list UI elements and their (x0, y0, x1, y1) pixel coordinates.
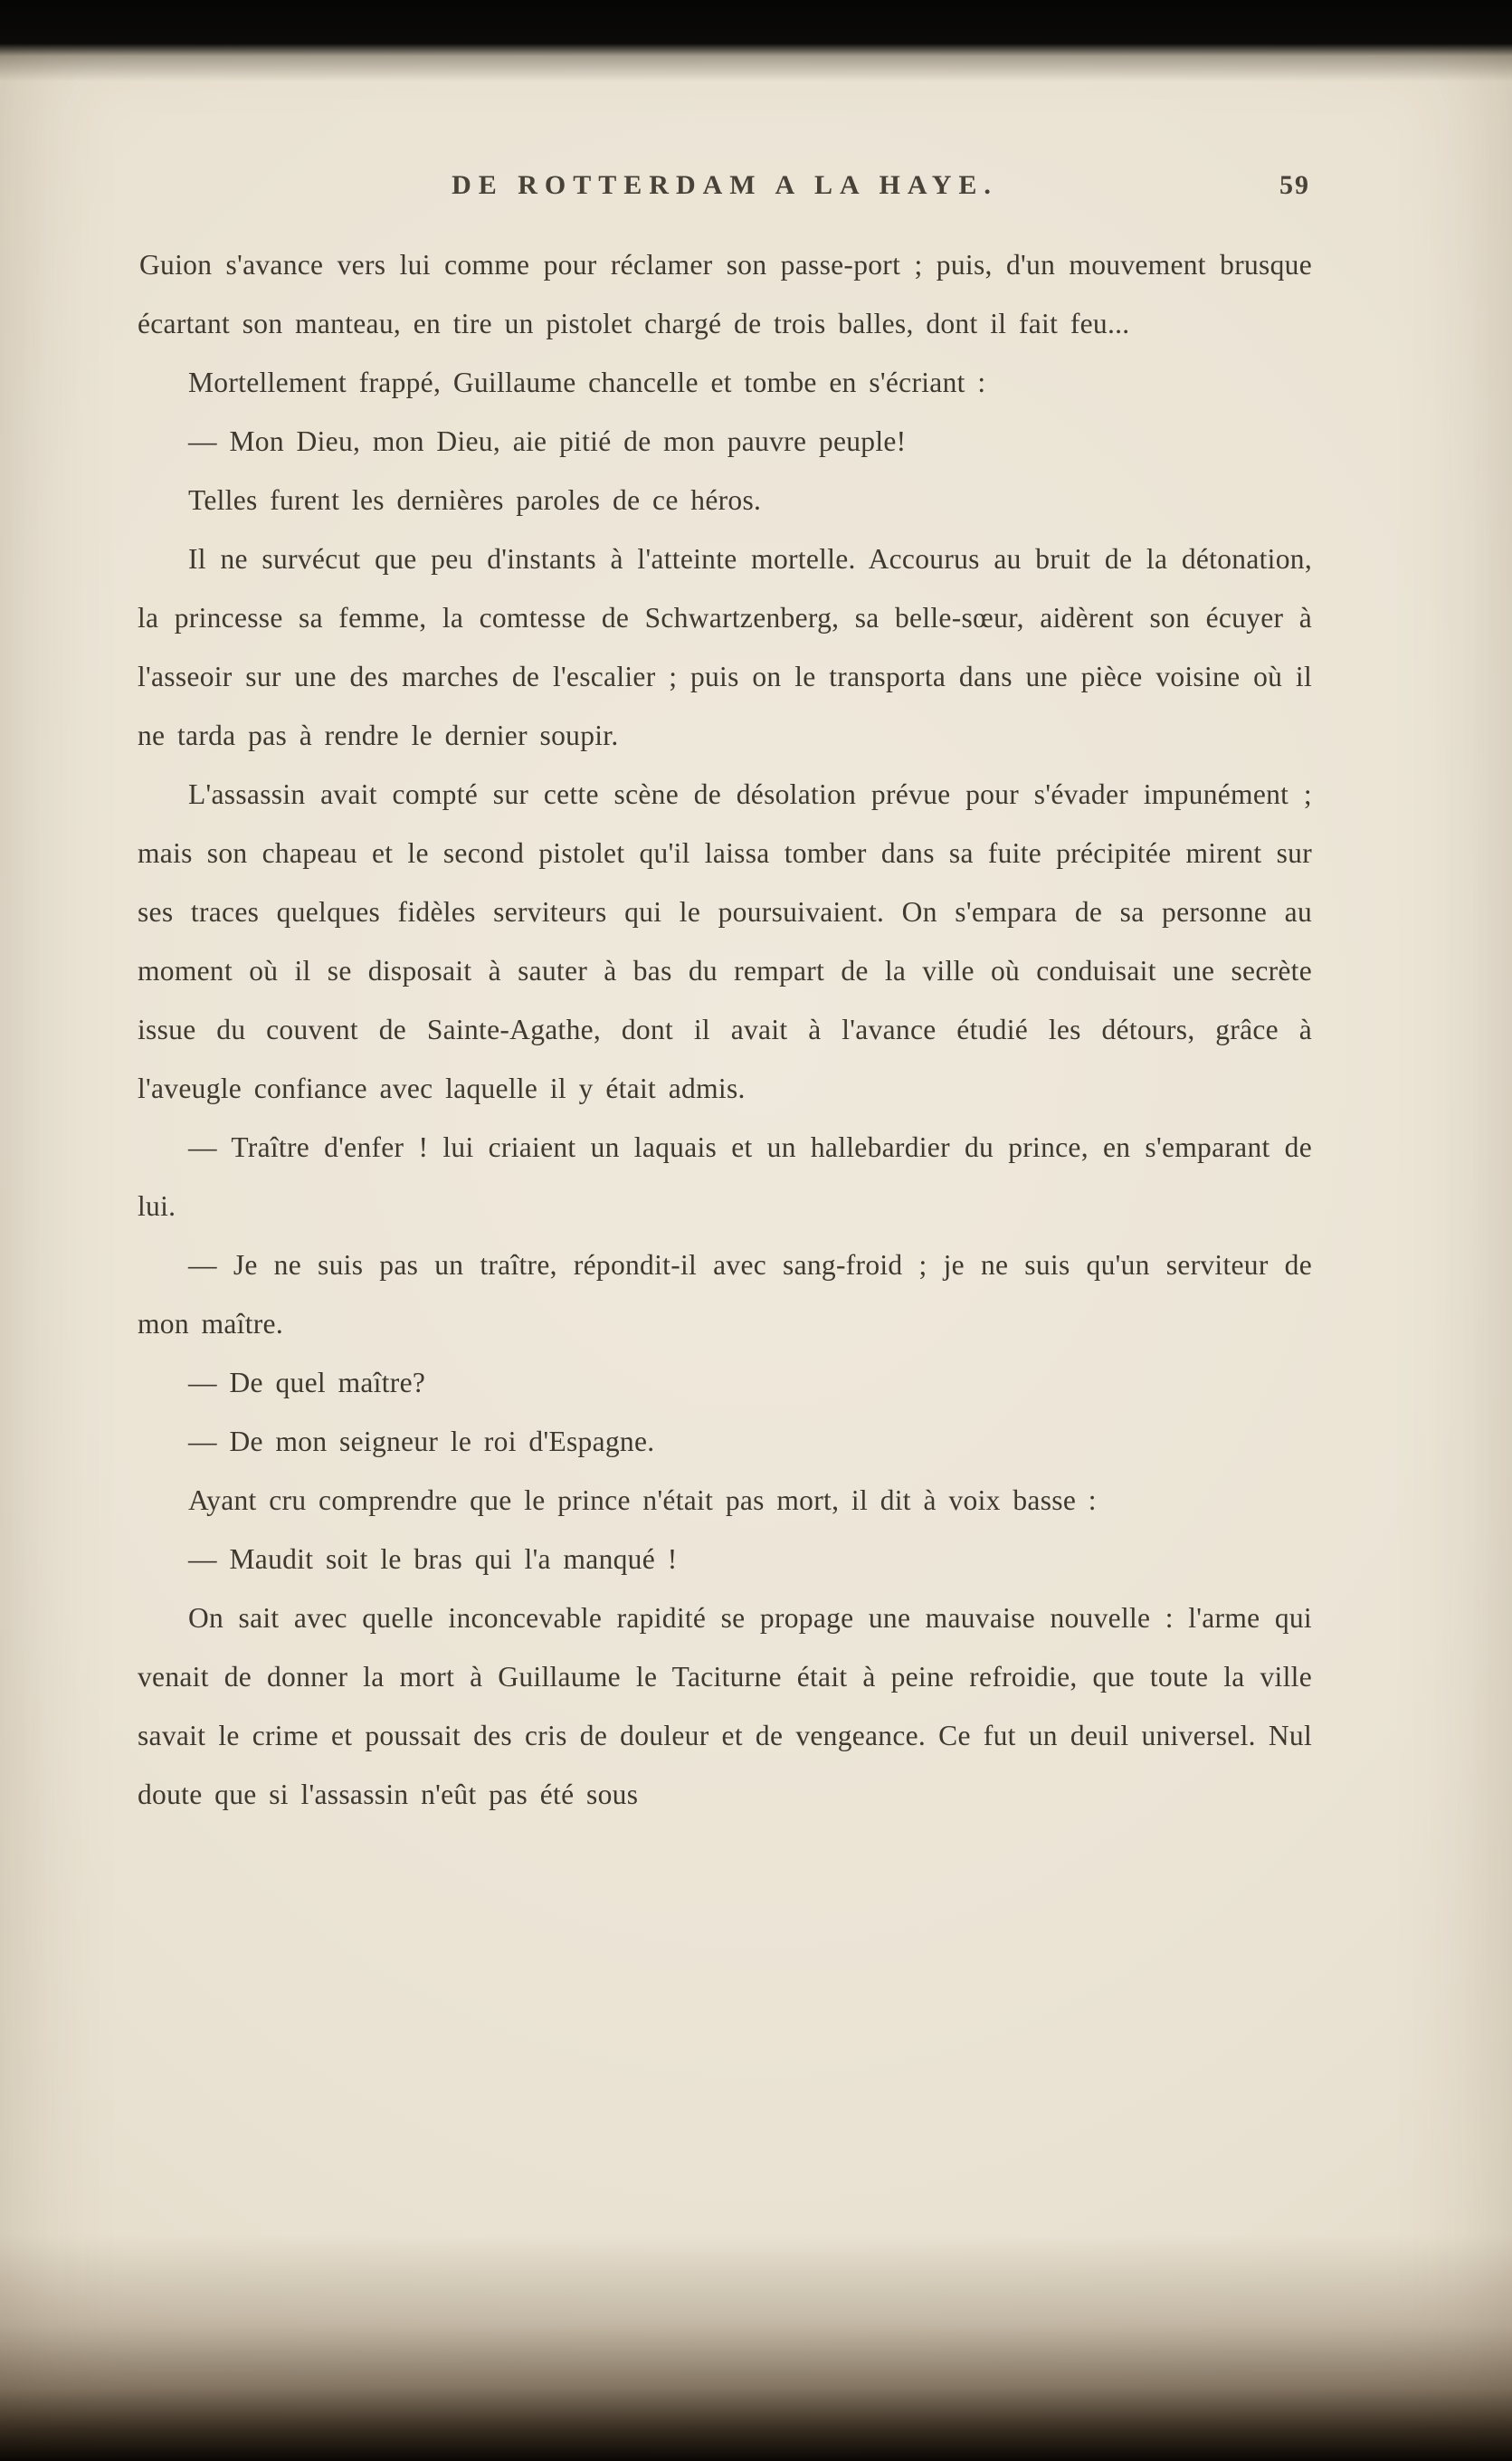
paragraph: Guion s'avance vers lui comme pour réclamer son passe-port ; puis, d'un mouvement brusque écartant son manteau, en tire un pistolet chargé de trois balles, dont il fait feu... (138, 249, 1312, 339)
paragraph-dialogue: — De quel maître? (188, 1367, 426, 1398)
paragraph: Telles furent les dernières paroles de ce héros. (188, 484, 762, 516)
paragraph: Ayant cru comprendre que le prince n'était pas mort, il dit à voix basse : (188, 1484, 1097, 1516)
scan-top-edge (0, 0, 1512, 81)
scan-bottom-shadow (0, 2235, 1512, 2461)
paragraph-dialogue: — Traître d'enfer ! lui criaient un laquais et un hallebardier du prince, en s'emparant de lui. (138, 1131, 1312, 1222)
running-head (138, 170, 1312, 210)
paragraph-dialogue: — Mon Dieu, mon Dieu, aie pitié de mon pauvre peuple! (188, 425, 907, 457)
chapter-running-title: DE ROTTERDAM A LA HAYE. (452, 170, 998, 200)
page-text-block (138, 170, 1312, 1824)
paragraph: Mortellement frappé, Guillaume chancelle et tombe en s'écriant : (188, 367, 986, 398)
paragraph: L'assassin avait compté sur cette scène de désolation prévue pour s'évader impunément ; mais son chapeau et le second pistolet qu'il laissa tomber dans sa fuite précipitée mirent sur ses traces quelques fidèles serviteurs qui le poursuivaient. On s'empara de sa personne au moment où il se disposait à sauter à bas du rempart de la ville où conduisait une secrète issue du couvent de Sainte-Agathe, dont il avait à l'avance étudié les détours, grâce à l'aveugle confiance avec laquelle il y était admis. (138, 778, 1312, 1104)
paragraph: On sait avec quelle inconcevable rapidité se propage une mauvaise nouvelle : l'arme qui venait de donner la mort à Guillaume le Taciturne était à peine refroidie, que toute la ville savait le crime et poussait des cris de douleur et de vengeance. Ce fut un deuil universel. Nul doute que si l'assassin n'eût pas été sous (138, 1602, 1312, 1810)
paragraph: Il ne survécut que peu d'instants à l'atteinte mortelle. Accourus au bruit de la détonation, la princesse sa femme, la comtesse de Schwartzenberg, sa belle-sœur, aidèrent son écuyer à l'asseoir sur une des marches de l'escalier ; puis on le transporta dans une pièce voisine où il ne tarda pas à rendre le dernier soupir. (138, 543, 1312, 751)
paragraph-dialogue: — Je ne suis pas un traître, répondit-il avec sang-froid ; je ne suis qu'un serviteur de mon maître. (138, 1249, 1312, 1340)
body-text (138, 235, 1312, 1824)
paragraph-dialogue: — Maudit soit le bras qui l'a manqué ! (188, 1543, 678, 1575)
page-number: 59 (1279, 170, 1310, 200)
paragraph-dialogue: — De mon seigneur le roi d'Espagne. (188, 1426, 655, 1457)
